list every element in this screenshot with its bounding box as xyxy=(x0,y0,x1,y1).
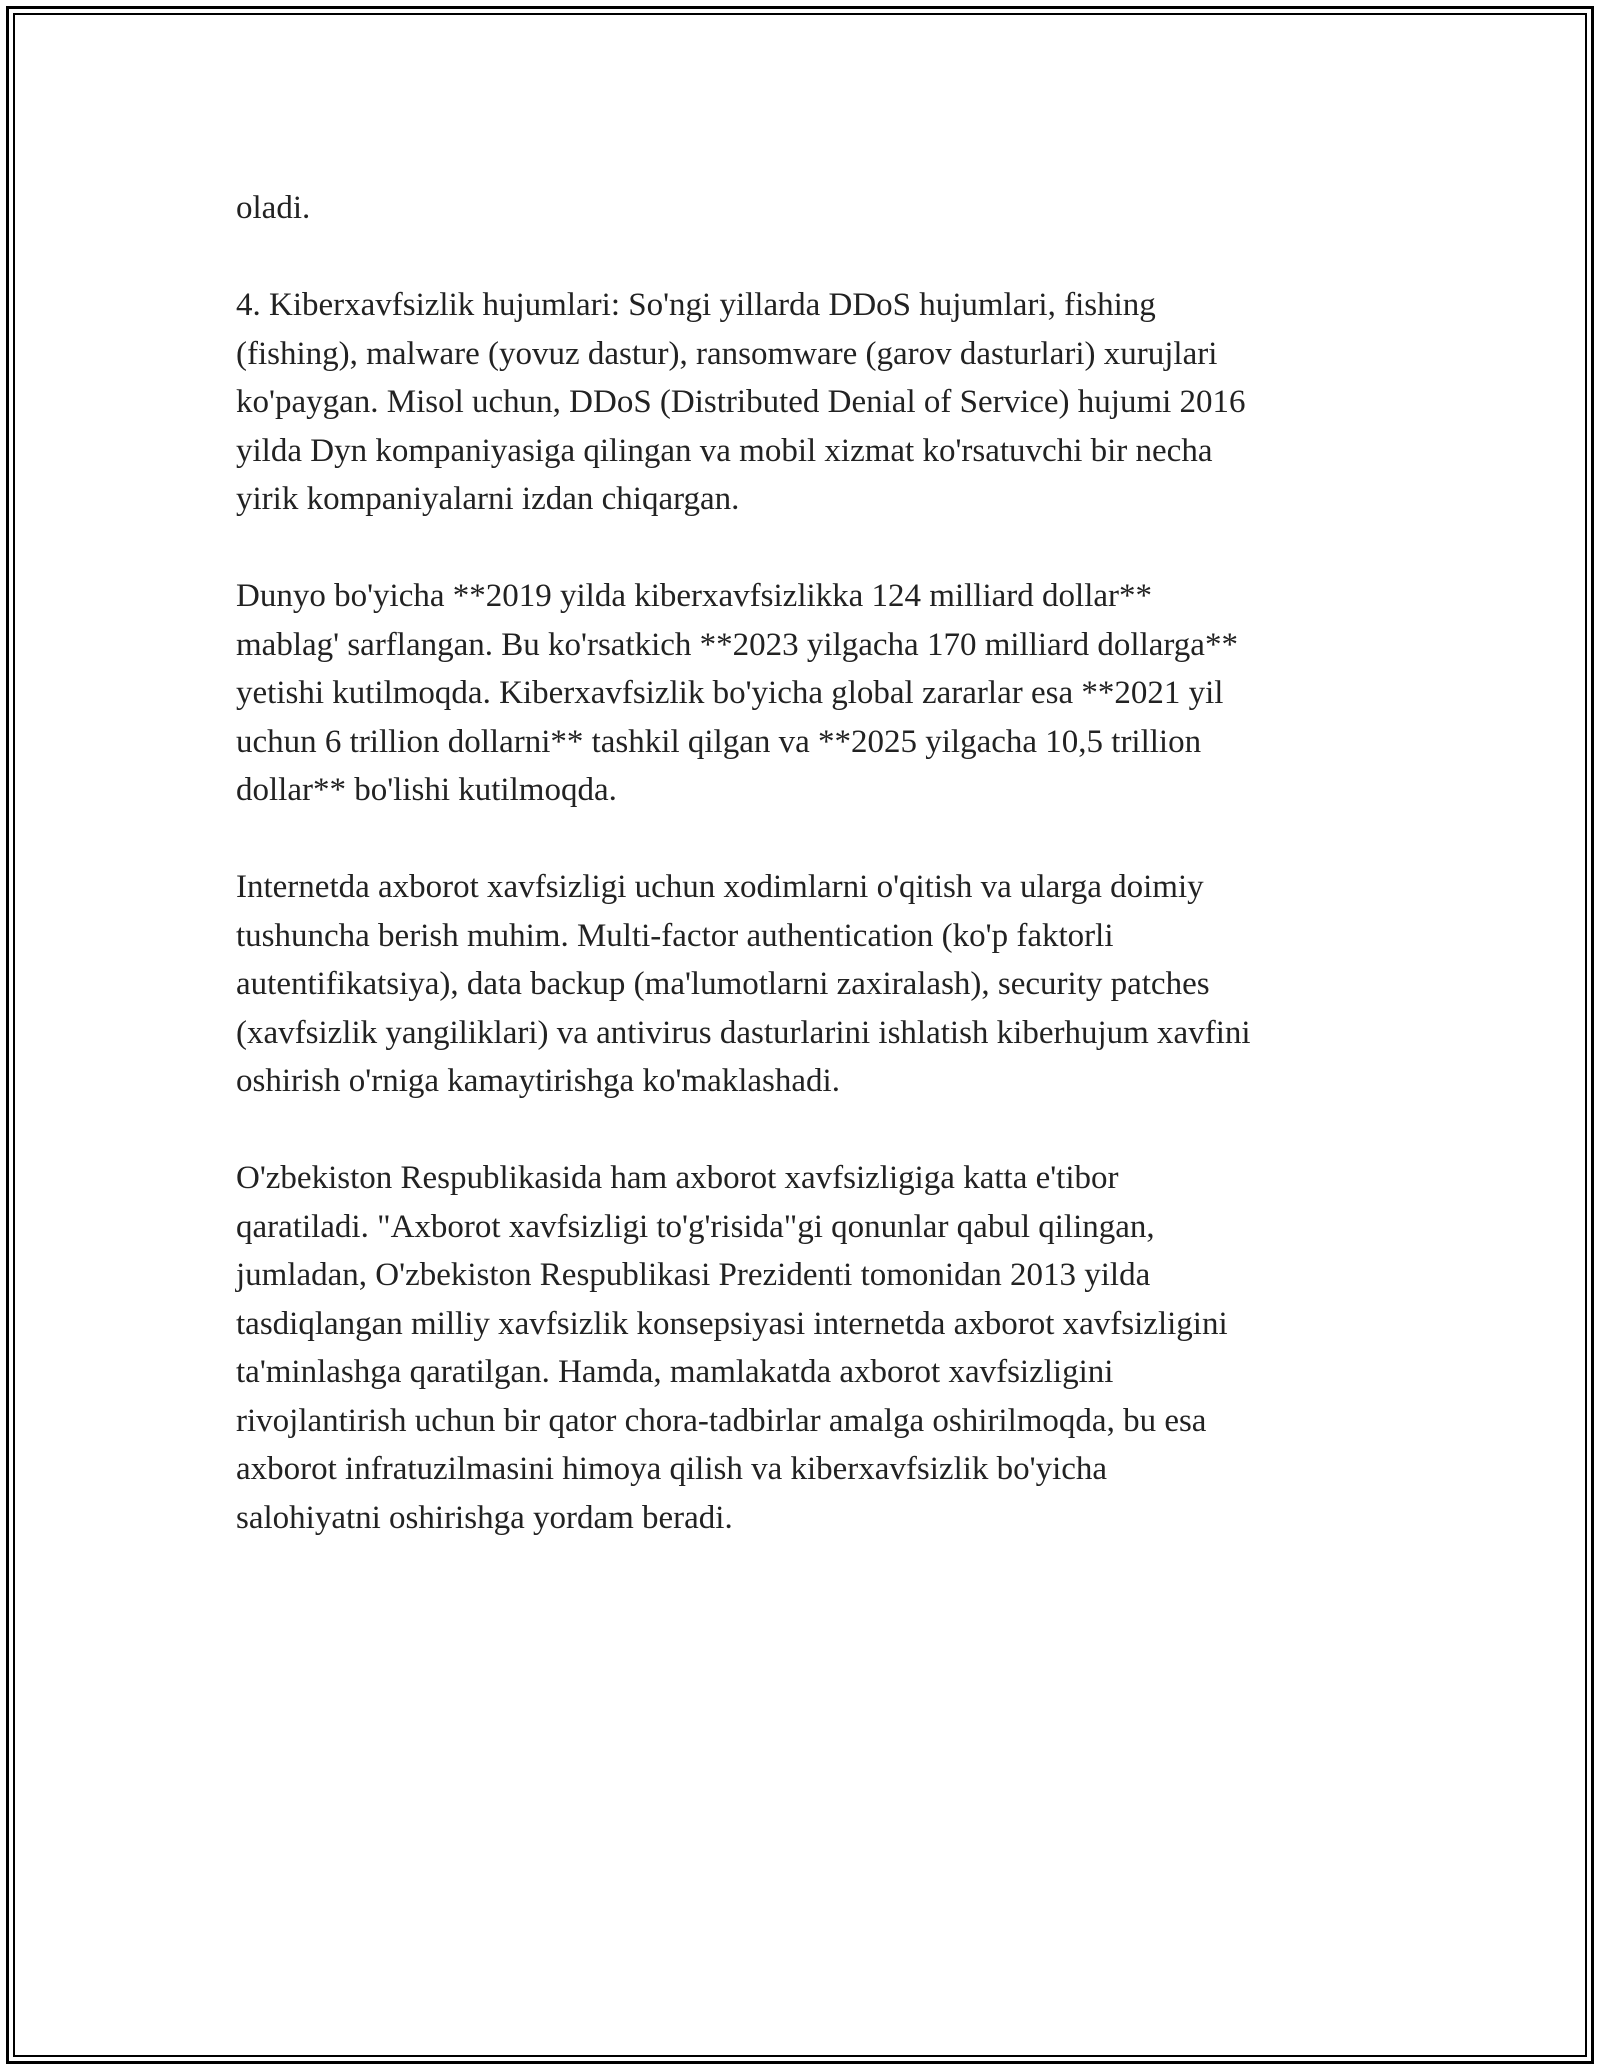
paragraph-continuation: oladi. xyxy=(236,190,311,226)
paragraph-global-spending: Dunyo bo'yicha **2019 yilda kiberxavfsizlikka 124 milliard dollar** mablag' sarflangan. Bu ko'rsatkich **2023 yilgacha 170 milliard dollarga** yetishi kutilmoqda. Kiberxavfsizlik bo'yicha global zararlar esa **2021 yil uchun 6 trillion dollarni** tashkil qilgan va **2025 yilgacha 10,5 trillion dollar** bo'lishi kutilmoqda. xyxy=(236,578,1238,808)
document-body xyxy=(236,184,1376,1591)
paragraph-uzbekistan-policy: O'zbekiston Respublikasida ham axborot xavfsizligiga katta e'tibor qaratiladi. "Axborot xavfsizligi to'g'risida"gi qonunlar qabul qilingan, jumladan, O'zbekiston Respublikasi Prezidenti tomonidan 2013 yilda tasdiqlangan milliy xavfsizlik konsepsiyasi internetda axborot xavfsizligini ta'minlashga qaratilgan. Hamda, mamlakatda axborot xavfsizligini rivojlantirish uchun bir qator chora-tadbirlar amalga oshirilmoqda, bu esa axborot infratuzilmasini himoya qilish va kiberxavfsizlik bo'yicha salohiyatni oshirishga yordam beradi. xyxy=(236,1160,1228,1536)
paragraph-staff-training: Internetda axborot xavfsizligi uchun xodimlarni o'qitish va ularga doimiy tushuncha berish muhim. Multi-factor authentication (ko'p faktorli autentifikatsiya), data backup (ma'lumotlarni zaxiralash), security patches (xavfsizlik yangiliklari) va antivirus dasturlarini ishlatish kiberhujum xavfini oshirish o'rniga kamaytirishga ko'maklashadi. xyxy=(236,869,1251,1099)
paragraph-cyberattacks: 4. Kiberxavfsizlik hujumlari: So'ngi yillarda DDoS hujumlari, fishing (fishing), malware (yovuz dastur), ransomware (garov dasturlari) xurujlari ko'paygan. Misol uchun, DDoS (Distributed Denial of Service) hujumi 2016 yilda Dyn kompaniyasiga qilingan va mobil xizmat ko'rsatuvchi bir necha yirik kompaniyalarni izdan chiqargan. xyxy=(236,287,1246,517)
